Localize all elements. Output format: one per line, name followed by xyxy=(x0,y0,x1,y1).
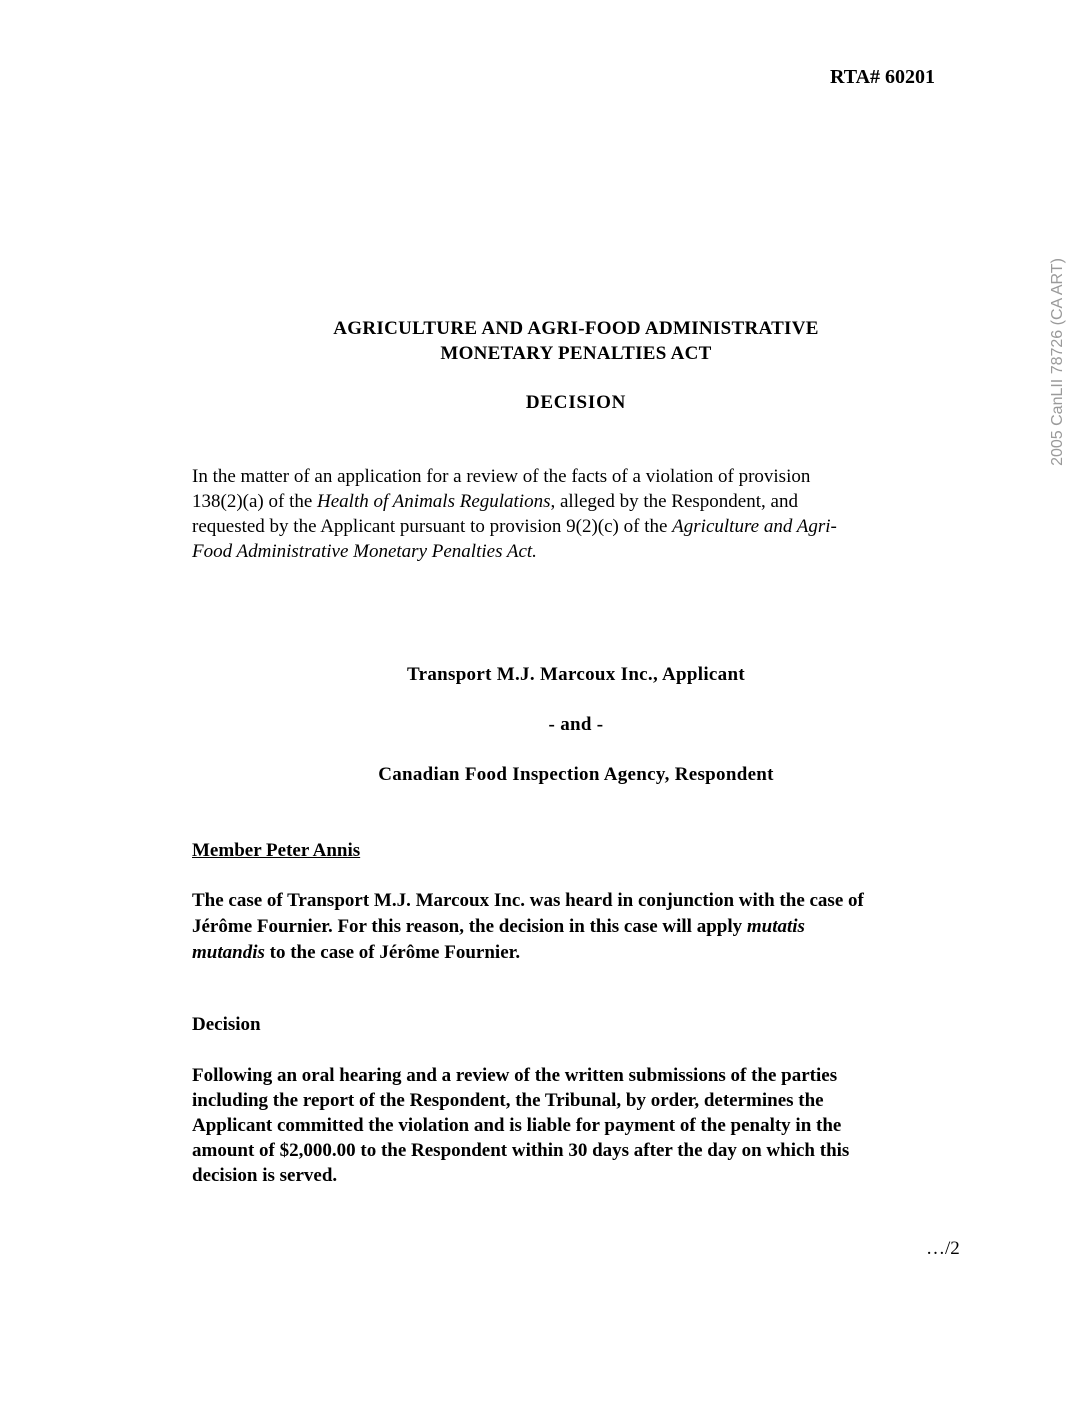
paragraph-text: to the case of Jérôme Fournier. xyxy=(264,942,521,963)
latin-term: mutatis xyxy=(746,916,805,937)
title-line-1: AGRICULTURE AND AGRI-FOOD ADMINISTRATIVE xyxy=(333,318,819,339)
paragraph-line: Following an oral hearing and a review of the written submissions of the parties xyxy=(192,1065,838,1086)
intro-line xyxy=(192,489,952,514)
intro-paragraph xyxy=(192,464,952,564)
canlii-citation-watermark: 2005 CanLII 78726 (CA ART) xyxy=(1049,258,1066,466)
act-title: Food Administrative Monetary Penalties Act. xyxy=(192,541,537,562)
paragraph-line xyxy=(192,940,960,966)
intro-text: requested by the Applicant pursuant to provision 9(2)(c) of the xyxy=(192,516,673,537)
act-title: Agriculture and Agri- xyxy=(672,516,837,537)
applicant-party: Transport M.J. Marcoux Inc., Applicant xyxy=(407,664,745,685)
tribunal-member: Member Peter Annis xyxy=(192,840,361,861)
intro-line: In the matter of an application for a review of the facts of a violation of provision xyxy=(192,466,811,487)
intro-text: 138(2)(a) of the xyxy=(192,491,318,512)
decision-heading: DECISION xyxy=(525,392,627,413)
party-separator: - and - xyxy=(548,714,604,735)
paragraph-line: amount of $2,000.00 to the Respondent within 30 days after the day on which this xyxy=(192,1140,850,1161)
title-line-2: MONETARY PENALTIES ACT xyxy=(440,343,712,364)
intro-text: , alleged by the Respondent, and xyxy=(550,491,798,512)
paragraph-line: including the report of the Respondent, the Tribunal, by order, determines the xyxy=(192,1090,824,1111)
page-continuation: …/2 xyxy=(926,1238,960,1259)
paragraph-line: decision is served. xyxy=(192,1165,338,1186)
latin-term: mutandis xyxy=(192,942,265,963)
decision-paragraph xyxy=(192,1063,960,1188)
paragraph-text: Jérôme Fournier. For this reason, the decision in this case will apply xyxy=(192,916,747,937)
intro-line xyxy=(192,514,952,539)
decision-section-label: Decision xyxy=(192,1014,261,1035)
case-number: RTA# 60201 xyxy=(830,66,936,88)
regulation-title: Health of Animals Regulations xyxy=(317,491,551,512)
document-title xyxy=(192,316,960,366)
joint-case-paragraph xyxy=(192,888,960,966)
paragraph-line xyxy=(192,914,960,940)
paragraph-line: Applicant committed the violation and is liable for payment of the penalty in the xyxy=(192,1115,842,1136)
respondent-party: Canadian Food Inspection Agency, Respondent xyxy=(378,764,774,785)
paragraph-line: The case of Transport M.J. Marcoux Inc. was heard in conjunction with the case of xyxy=(192,890,864,911)
intro-line xyxy=(192,539,952,564)
